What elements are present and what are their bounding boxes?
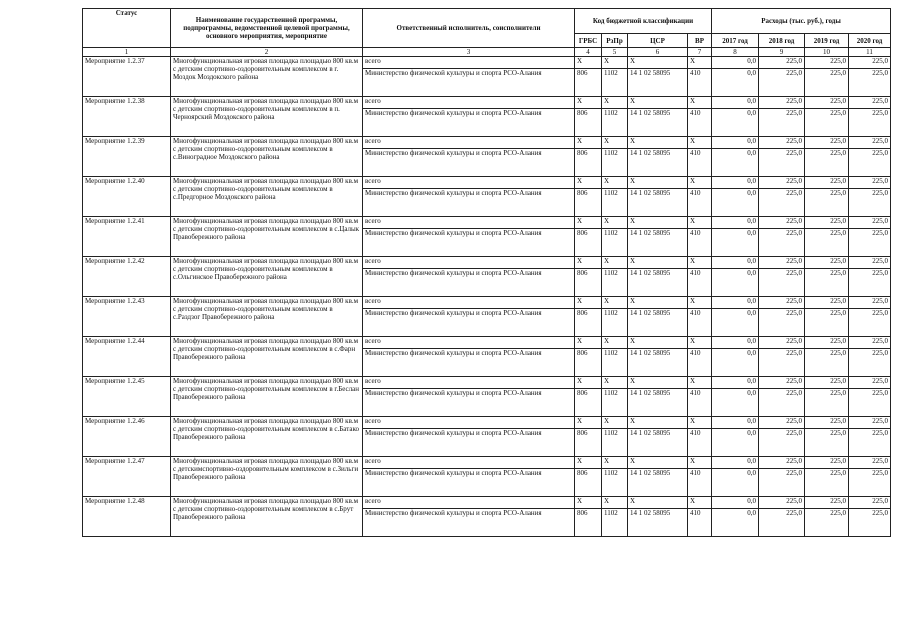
cell-grbs: X <box>575 217 602 229</box>
cell-y2019: 225,0 <box>805 137 849 149</box>
cell-y2020: 225,0 <box>849 57 891 69</box>
col-number: 6 <box>628 48 688 57</box>
cell-y2018: 225,0 <box>759 137 805 149</box>
cell-y2017: 0,0 <box>712 497 759 509</box>
cell-y2017: 0,0 <box>712 177 759 189</box>
header-2020: 2020 год <box>849 34 891 48</box>
cell-y2018: 225,0 <box>759 177 805 189</box>
cell-rzpr: X <box>602 57 628 69</box>
cell-csr: 14 1 02 58095 <box>628 509 688 537</box>
cell-y2020: 225,0 <box>849 229 891 257</box>
row-status: Мероприятие 1.2.48 <box>83 497 171 537</box>
cell-csr: 14 1 02 58095 <box>628 189 688 217</box>
cell-grbs: X <box>575 337 602 349</box>
cell-y2020: 225,0 <box>849 337 891 349</box>
cell-y2019: 225,0 <box>805 97 849 109</box>
cell-vr: X <box>688 297 712 309</box>
cell-vr: X <box>688 257 712 269</box>
cell-y2018: 225,0 <box>759 337 805 349</box>
cell-y2020: 225,0 <box>849 217 891 229</box>
row-name: Многофункциональная игровая площадка площадью 800 кв.м с детским спортивно-оздоровительным комплексом в с.Раздзог Правобережного района <box>171 297 363 337</box>
row-status: Мероприятие 1.2.38 <box>83 97 171 137</box>
cell-grbs: 806 <box>575 469 602 497</box>
cell-y2020: 225,0 <box>849 377 891 389</box>
col-number: 9 <box>759 48 805 57</box>
cell-y2020: 225,0 <box>849 149 891 177</box>
row-name: Многофункциональная игровая площадка площадью 800 кв.м с детским спортивно-оздоровительным комплексом в с.Батако Правобережного района <box>171 417 363 457</box>
cell-y2018: 225,0 <box>759 429 805 457</box>
row-executor-ministry: Министерство физической культуры и спорта РСО-Алания <box>363 269 575 297</box>
row-executor-total: всего <box>363 257 575 269</box>
cell-csr: 14 1 02 58095 <box>628 389 688 417</box>
cell-rzpr: 1102 <box>602 429 628 457</box>
cell-y2017: 0,0 <box>712 137 759 149</box>
cell-csr: X <box>628 217 688 229</box>
cell-vr: X <box>688 97 712 109</box>
cell-vr: 410 <box>688 429 712 457</box>
cell-rzpr: X <box>602 97 628 109</box>
cell-y2019: 225,0 <box>805 457 849 469</box>
row-name: Многофункциональная игровая площадка площадью 800 кв.м с детским спортивно-оздоровительным комплексом в с.Виноградное Моздокского района <box>171 137 363 177</box>
cell-csr: X <box>628 57 688 69</box>
row-executor-ministry: Министерство физической культуры и спорта РСО-Алания <box>363 429 575 457</box>
cell-y2017: 0,0 <box>712 349 759 377</box>
cell-y2018: 225,0 <box>759 69 805 97</box>
cell-y2017: 0,0 <box>712 57 759 69</box>
cell-grbs: X <box>575 377 602 389</box>
cell-y2020: 225,0 <box>849 177 891 189</box>
cell-y2020: 225,0 <box>849 97 891 109</box>
row-executor-ministry: Министерство физической культуры и спорта РСО-Алания <box>363 389 575 417</box>
cell-y2017: 0,0 <box>712 189 759 217</box>
cell-y2020: 225,0 <box>849 389 891 417</box>
cell-csr: X <box>628 337 688 349</box>
cell-rzpr: X <box>602 177 628 189</box>
table-row <box>83 97 891 109</box>
cell-grbs: X <box>575 137 602 149</box>
row-status: Мероприятие 1.2.39 <box>83 137 171 177</box>
row-executor-total: всего <box>363 377 575 389</box>
row-executor-ministry: Министерство физической культуры и спорта РСО-Алания <box>363 509 575 537</box>
cell-csr: 14 1 02 58095 <box>628 349 688 377</box>
col-number: 5 <box>602 48 628 57</box>
cell-rzpr: X <box>602 497 628 509</box>
cell-vr: 410 <box>688 229 712 257</box>
cell-y2017: 0,0 <box>712 269 759 297</box>
row-status: Мероприятие 1.2.37 <box>83 57 171 97</box>
row-name: Многофункциональная игровая площадка площадью 800 кв.м с детским спортивно-оздоровительным комплексом в с.Цалык Правобережного района <box>171 217 363 257</box>
cell-y2019: 225,0 <box>805 417 849 429</box>
cell-y2017: 0,0 <box>712 97 759 109</box>
cell-vr: X <box>688 177 712 189</box>
cell-y2020: 225,0 <box>849 69 891 97</box>
header-csr: ЦСР <box>628 34 688 48</box>
cell-rzpr: 1102 <box>602 509 628 537</box>
table-row <box>83 57 891 69</box>
table-row <box>83 497 891 509</box>
cell-y2020: 225,0 <box>849 189 891 217</box>
cell-y2019: 225,0 <box>805 257 849 269</box>
cell-grbs: 806 <box>575 429 602 457</box>
cell-csr: 14 1 02 58095 <box>628 309 688 337</box>
row-executor-total: всего <box>363 177 575 189</box>
cell-grbs: X <box>575 417 602 429</box>
cell-vr: 410 <box>688 309 712 337</box>
cell-y2019: 225,0 <box>805 349 849 377</box>
cell-vr: 410 <box>688 349 712 377</box>
table-row <box>83 337 891 349</box>
row-executor-ministry: Министерство физической культуры и спорта РСО-Алания <box>363 109 575 137</box>
cell-csr: 14 1 02 58095 <box>628 69 688 97</box>
cell-y2018: 225,0 <box>759 257 805 269</box>
cell-csr: 14 1 02 58095 <box>628 429 688 457</box>
cell-y2017: 0,0 <box>712 377 759 389</box>
cell-grbs: 806 <box>575 229 602 257</box>
table-row <box>83 417 891 429</box>
cell-grbs: X <box>575 457 602 469</box>
cell-y2020: 225,0 <box>849 269 891 297</box>
cell-vr: X <box>688 457 712 469</box>
cell-vr: 410 <box>688 69 712 97</box>
cell-y2020: 225,0 <box>849 349 891 377</box>
header-vr: ВР <box>688 34 712 48</box>
cell-y2018: 225,0 <box>759 349 805 377</box>
cell-y2019: 225,0 <box>805 177 849 189</box>
cell-y2020: 225,0 <box>849 309 891 337</box>
cell-rzpr: 1102 <box>602 469 628 497</box>
cell-y2019: 225,0 <box>805 429 849 457</box>
cell-y2017: 0,0 <box>712 389 759 417</box>
cell-vr: 410 <box>688 389 712 417</box>
cell-y2019: 225,0 <box>805 377 849 389</box>
cell-y2017: 0,0 <box>712 257 759 269</box>
cell-grbs: X <box>575 57 602 69</box>
cell-grbs: 806 <box>575 389 602 417</box>
cell-y2020: 225,0 <box>849 457 891 469</box>
cell-grbs: 806 <box>575 149 602 177</box>
table-row <box>83 257 891 269</box>
cell-y2018: 225,0 <box>759 497 805 509</box>
cell-y2017: 0,0 <box>712 429 759 457</box>
table-row <box>83 137 891 149</box>
cell-y2020: 225,0 <box>849 257 891 269</box>
cell-vr: 410 <box>688 109 712 137</box>
row-status: Мероприятие 1.2.40 <box>83 177 171 217</box>
col-number: 4 <box>575 48 602 57</box>
cell-rzpr: 1102 <box>602 349 628 377</box>
cell-y2019: 225,0 <box>805 189 849 217</box>
cell-y2018: 225,0 <box>759 509 805 537</box>
cell-rzpr: 1102 <box>602 269 628 297</box>
col-number: 2 <box>171 48 363 57</box>
cell-y2019: 225,0 <box>805 509 849 537</box>
cell-y2019: 225,0 <box>805 309 849 337</box>
column-numbers-row <box>83 48 891 57</box>
cell-rzpr: 1102 <box>602 109 628 137</box>
cell-y2018: 225,0 <box>759 417 805 429</box>
cell-y2020: 225,0 <box>849 297 891 309</box>
cell-y2018: 225,0 <box>759 377 805 389</box>
header-grbs: ГРБС <box>575 34 602 48</box>
cell-vr: X <box>688 377 712 389</box>
table-row <box>83 217 891 229</box>
cell-y2018: 225,0 <box>759 269 805 297</box>
row-executor-ministry: Министерство физической культуры и спорта РСО-Алания <box>363 189 575 217</box>
row-executor-total: всего <box>363 137 575 149</box>
cell-vr: X <box>688 137 712 149</box>
cell-rzpr: X <box>602 297 628 309</box>
cell-rzpr: 1102 <box>602 69 628 97</box>
header-rzpr: РзПр <box>602 34 628 48</box>
cell-grbs: 806 <box>575 309 602 337</box>
cell-y2020: 225,0 <box>849 417 891 429</box>
cell-grbs: X <box>575 257 602 269</box>
table-row <box>83 457 891 469</box>
row-status: Мероприятие 1.2.42 <box>83 257 171 297</box>
row-name: Многофункциональная игровая площадка площадью 800 кв.м с детским спортивно-оздоровительным комплексом в с.Ольгинское Правобережного района <box>171 257 363 297</box>
row-status: Мероприятие 1.2.47 <box>83 457 171 497</box>
row-status: Мероприятие 1.2.46 <box>83 417 171 457</box>
cell-rzpr: X <box>602 217 628 229</box>
row-executor-ministry: Министерство физической культуры и спорта РСО-Алания <box>363 349 575 377</box>
cell-y2018: 225,0 <box>759 297 805 309</box>
cell-y2017: 0,0 <box>712 297 759 309</box>
table-body <box>83 57 891 537</box>
col-number: 8 <box>712 48 759 57</box>
cell-grbs: 806 <box>575 189 602 217</box>
cell-grbs: 806 <box>575 269 602 297</box>
row-executor-total: всего <box>363 57 575 69</box>
header-2019: 2019 год <box>805 34 849 48</box>
cell-y2018: 225,0 <box>759 389 805 417</box>
cell-csr: X <box>628 497 688 509</box>
cell-csr: 14 1 02 58095 <box>628 229 688 257</box>
cell-rzpr: X <box>602 377 628 389</box>
cell-y2017: 0,0 <box>712 217 759 229</box>
cell-y2020: 225,0 <box>849 509 891 537</box>
cell-rzpr: X <box>602 457 628 469</box>
cell-y2018: 225,0 <box>759 109 805 137</box>
cell-y2018: 225,0 <box>759 189 805 217</box>
row-executor-ministry: Министерство физической культуры и спорта РСО-Алания <box>363 149 575 177</box>
cell-vr: X <box>688 497 712 509</box>
cell-rzpr: 1102 <box>602 189 628 217</box>
cell-y2017: 0,0 <box>712 109 759 137</box>
cell-y2017: 0,0 <box>712 337 759 349</box>
table-row <box>83 177 891 189</box>
cell-vr: X <box>688 217 712 229</box>
cell-vr: X <box>688 57 712 69</box>
cell-vr: 410 <box>688 509 712 537</box>
cell-y2017: 0,0 <box>712 457 759 469</box>
row-executor-ministry: Министерство физической культуры и спорта РСО-Алания <box>363 69 575 97</box>
cell-y2019: 225,0 <box>805 469 849 497</box>
cell-y2019: 225,0 <box>805 229 849 257</box>
cell-y2020: 225,0 <box>849 429 891 457</box>
row-executor-total: всего <box>363 297 575 309</box>
cell-y2020: 225,0 <box>849 497 891 509</box>
row-name: Многофункциональная игровая площадка площадью 800 кв.м с детским спортивно-оздоровительным комплексом в с.Предгорное Моздокского района <box>171 177 363 217</box>
cell-y2019: 225,0 <box>805 337 849 349</box>
cell-y2019: 225,0 <box>805 57 849 69</box>
cell-y2019: 225,0 <box>805 497 849 509</box>
row-executor-ministry: Министерство физической культуры и спорта РСО-Алания <box>363 229 575 257</box>
row-executor-total: всего <box>363 457 575 469</box>
cell-y2019: 225,0 <box>805 149 849 177</box>
cell-grbs: X <box>575 177 602 189</box>
col-number: 10 <box>805 48 849 57</box>
cell-vr: 410 <box>688 189 712 217</box>
cell-y2019: 225,0 <box>805 69 849 97</box>
col-number: 1 <box>83 48 171 57</box>
cell-y2018: 225,0 <box>759 229 805 257</box>
row-executor-total: всего <box>363 217 575 229</box>
cell-y2017: 0,0 <box>712 469 759 497</box>
header-2018: 2018 год <box>759 34 805 48</box>
cell-y2019: 225,0 <box>805 109 849 137</box>
cell-rzpr: 1102 <box>602 229 628 257</box>
cell-csr: X <box>628 457 688 469</box>
cell-csr: 14 1 02 58095 <box>628 109 688 137</box>
cell-vr: 410 <box>688 149 712 177</box>
row-executor-ministry: Министерство физической культуры и спорта РСО-Алания <box>363 469 575 497</box>
cell-csr: X <box>628 137 688 149</box>
cell-rzpr: X <box>602 337 628 349</box>
header-bcc: Код бюджетной классификации <box>575 9 712 34</box>
row-status: Мероприятие 1.2.44 <box>83 337 171 377</box>
cell-grbs: X <box>575 497 602 509</box>
col-number: 11 <box>849 48 891 57</box>
row-name: Многофункциональная игровая площадка площадью 800 кв.м с детскимспортивно-оздоровительным комплексом в с.Зильги Правобережного района <box>171 457 363 497</box>
header-name: Наименование государственной программы, подпрограммы, ведомственной целевой программы, основного мероприятия, мероприятие <box>171 9 363 48</box>
header-2017: 2017 год <box>712 34 759 48</box>
cell-rzpr: 1102 <box>602 389 628 417</box>
cell-csr: 14 1 02 58095 <box>628 469 688 497</box>
cell-csr: X <box>628 377 688 389</box>
row-executor-total: всего <box>363 417 575 429</box>
row-name: Многофункциональная игровая площадка площадью 800 кв.м с детским спортивно-оздоровительным комплексом в г.Беслан Правобережного района <box>171 377 363 417</box>
col-number: 3 <box>363 48 575 57</box>
cell-y2018: 225,0 <box>759 457 805 469</box>
cell-csr: 14 1 02 58095 <box>628 149 688 177</box>
cell-rzpr: X <box>602 257 628 269</box>
cell-y2018: 225,0 <box>759 149 805 177</box>
cell-grbs: 806 <box>575 69 602 97</box>
cell-csr: 14 1 02 58095 <box>628 269 688 297</box>
row-name: Многофункциональная игровая площадка площадью 800 кв.м с детским спортивно-оздоровительным комплексом в п. Черноярский Моздокского района <box>171 97 363 137</box>
cell-grbs: 806 <box>575 509 602 537</box>
cell-rzpr: X <box>602 417 628 429</box>
table-row <box>83 297 891 309</box>
cell-y2017: 0,0 <box>712 229 759 257</box>
cell-y2018: 225,0 <box>759 309 805 337</box>
table-row <box>83 377 891 389</box>
row-name: Многофункциональная игровая площадка площадью 800 кв.м с детским спортивно-оздоровительным комплексом в с.Брут Правобережного района <box>171 497 363 537</box>
cell-y2019: 225,0 <box>805 269 849 297</box>
cell-vr: 410 <box>688 269 712 297</box>
cell-csr: X <box>628 297 688 309</box>
cell-y2017: 0,0 <box>712 69 759 97</box>
cell-grbs: X <box>575 97 602 109</box>
cell-y2019: 225,0 <box>805 297 849 309</box>
row-executor-total: всего <box>363 97 575 109</box>
cell-csr: X <box>628 257 688 269</box>
cell-rzpr: 1102 <box>602 309 628 337</box>
row-name: Многофункциональная игровая площадка площадью 800 кв.м с детским спортивно-оздоровительным комплексом в г. Моздок Моздокского района <box>171 57 363 97</box>
budget-table <box>82 8 891 537</box>
cell-y2017: 0,0 <box>712 509 759 537</box>
cell-y2020: 225,0 <box>849 137 891 149</box>
row-name: Многофункциональная игровая площадка площадью 800 кв.м с детским спортивно-оздоровительным комплексом в с.Фарн Правобережного района <box>171 337 363 377</box>
row-executor-total: всего <box>363 497 575 509</box>
cell-vr: X <box>688 337 712 349</box>
row-status: Мероприятие 1.2.41 <box>83 217 171 257</box>
row-status: Мероприятие 1.2.45 <box>83 377 171 417</box>
cell-grbs: 806 <box>575 349 602 377</box>
cell-vr: X <box>688 417 712 429</box>
cell-grbs: 806 <box>575 109 602 137</box>
cell-y2018: 225,0 <box>759 217 805 229</box>
cell-rzpr: X <box>602 137 628 149</box>
cell-vr: 410 <box>688 469 712 497</box>
cell-y2020: 225,0 <box>849 109 891 137</box>
cell-y2018: 225,0 <box>759 97 805 109</box>
cell-rzpr: 1102 <box>602 149 628 177</box>
cell-y2017: 0,0 <box>712 309 759 337</box>
cell-grbs: X <box>575 297 602 309</box>
cell-y2019: 225,0 <box>805 217 849 229</box>
header-executor: Ответственный исполнитель, соисполнители <box>363 9 575 48</box>
cell-y2018: 225,0 <box>759 469 805 497</box>
cell-y2020: 225,0 <box>849 469 891 497</box>
header-status: Статус <box>83 9 171 48</box>
row-executor-total: всего <box>363 337 575 349</box>
col-number: 7 <box>688 48 712 57</box>
cell-y2017: 0,0 <box>712 417 759 429</box>
header-expenses: Расходы (тыс. руб.), годы <box>712 9 891 34</box>
cell-y2017: 0,0 <box>712 149 759 177</box>
cell-csr: X <box>628 97 688 109</box>
row-executor-ministry: Министерство физической культуры и спорта РСО-Алания <box>363 309 575 337</box>
cell-y2019: 225,0 <box>805 389 849 417</box>
cell-csr: X <box>628 177 688 189</box>
cell-csr: X <box>628 417 688 429</box>
row-status: Мероприятие 1.2.43 <box>83 297 171 337</box>
cell-y2018: 225,0 <box>759 57 805 69</box>
